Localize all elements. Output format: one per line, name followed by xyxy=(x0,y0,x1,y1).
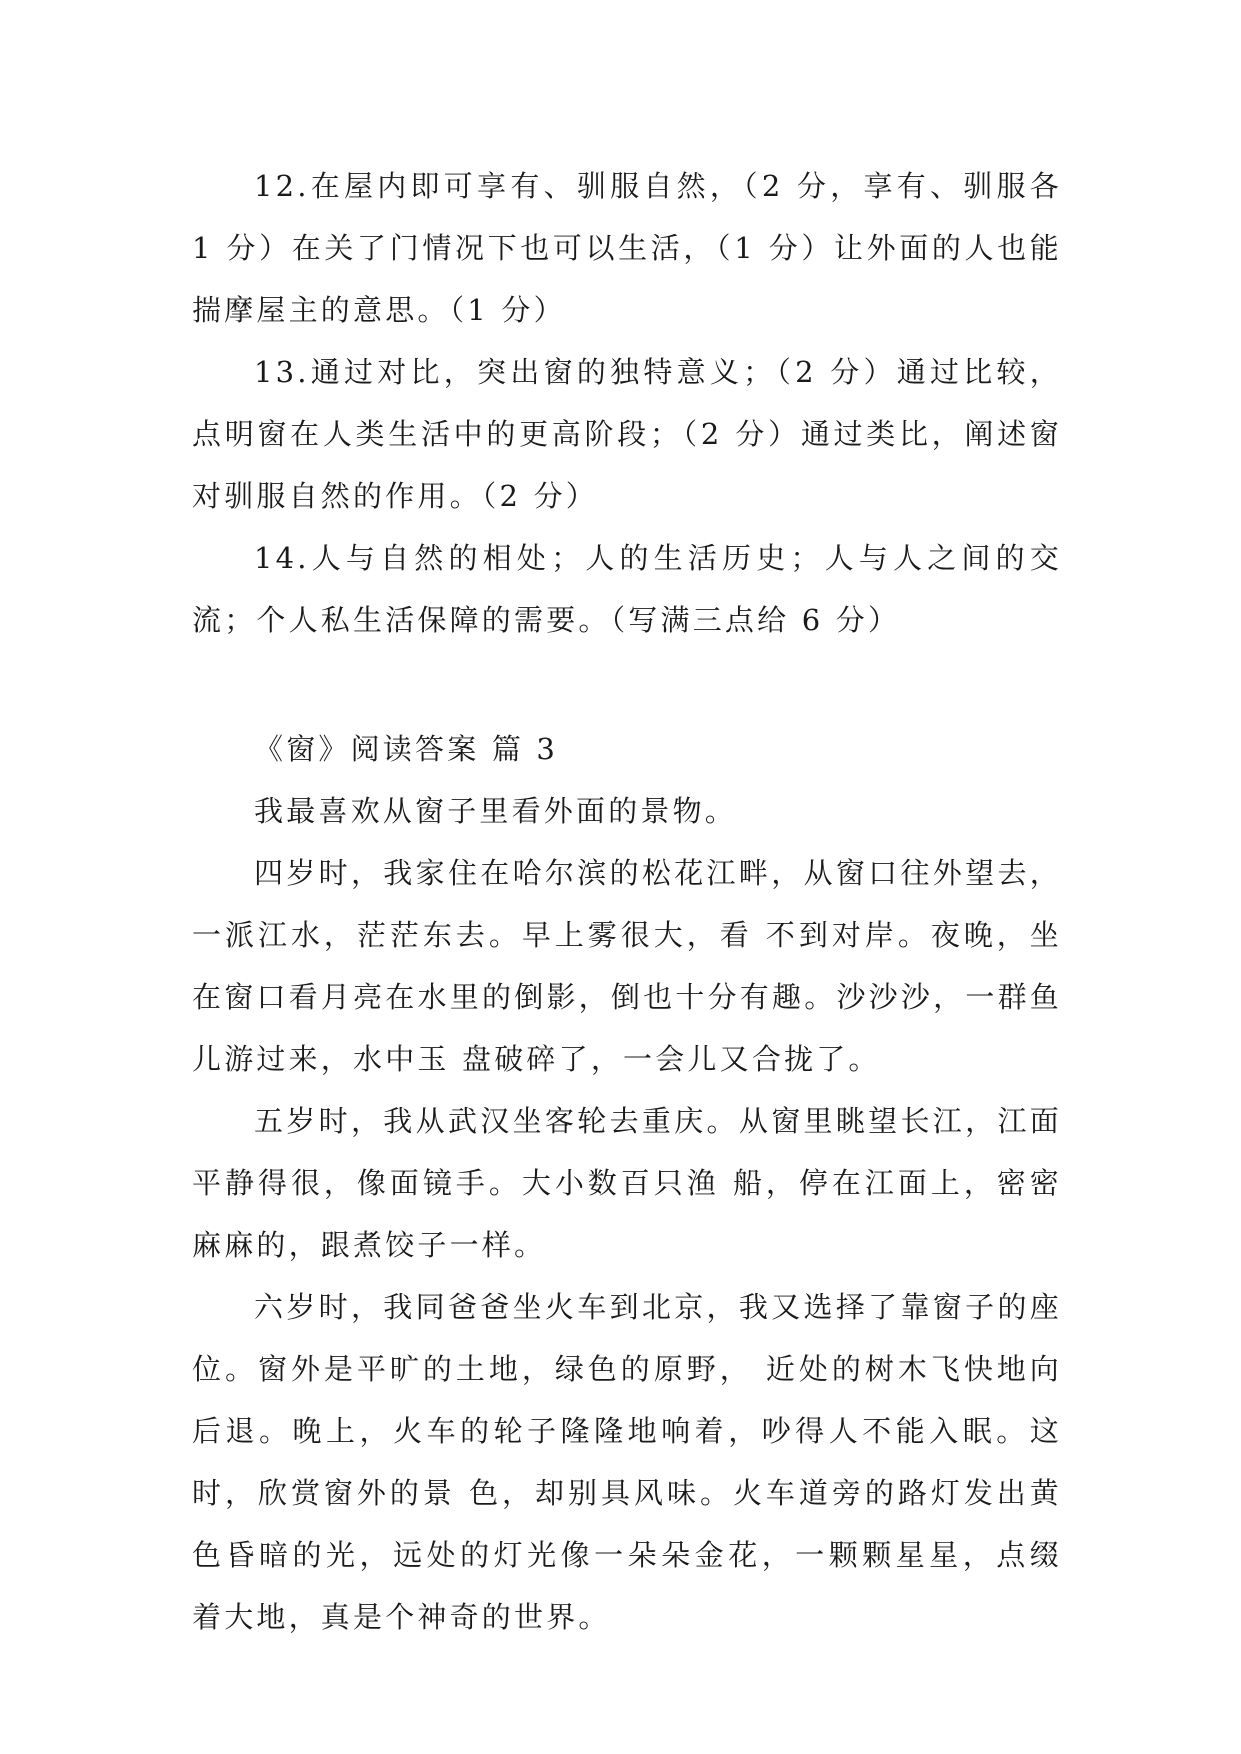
answer-12: 12.在屋内即可享有、驯服自然，（2 分，享有、驯服各 1 分）在关了门情况下也可以生活，（1 分）让外面的人也能揣摩屋主的意思。（1 分） xyxy=(192,169,1062,327)
paragraph-age-five: 五岁时，我从武汉坐客轮去重庆。从窗里眺望长江，江面平静得很，像面镜手。大小数百只渔 船，停在江面上，密密麻麻的，跟煮饺子一样。 xyxy=(192,1104,1062,1262)
paragraph-intro: 我最喜欢从窗子里看外面的景物。 xyxy=(254,794,738,828)
section-title: 《窗》阅读答案 篇 3 xyxy=(254,732,559,766)
paragraph-age-four: 四岁时，我家住在哈尔滨的松花江畔，从窗口往外望去，一派江水，茫茫东去。早上雾很大，看 不到对岸。夜晚，坐在窗口看月亮在水里的倒影，倒也十分有趣。沙沙沙，一群鱼儿游过来，水中玉 盘破碎了，一会儿又合拢了。 xyxy=(192,856,1062,1076)
answer-13: 13.通过对比，突出窗的独特意义；（2 分）通过比较，点明窗在人类生活中的更高阶段；（2 分）通过类比，阐述窗对驯服自然的作用。（2 分） xyxy=(192,355,1062,513)
section-spacer xyxy=(192,651,1062,718)
paragraph-age-six: 六岁时，我同爸爸坐火车到北京，我又选择了靠窗子的座位。窗外是平旷的土地，绿色的原野， 近处的树木飞快地向后退。晚上，火车的轮子隆隆地响着，吵得人不能入眠。这时，欣赏窗外的景 色，却别具风味。火车道旁的路灯发出黄色昏暗的光，远处的灯光像一朵朵金花，一颗颗星星，点缀 着大地，真是个神奇的世界。 xyxy=(192,1290,1062,1634)
answer-14: 14.人与自然的相处；人的生活历史；人与人之间的交流；个人私生活保障的需要。（写满三点给 6 分） xyxy=(192,541,1062,637)
document-body xyxy=(192,155,1062,1648)
